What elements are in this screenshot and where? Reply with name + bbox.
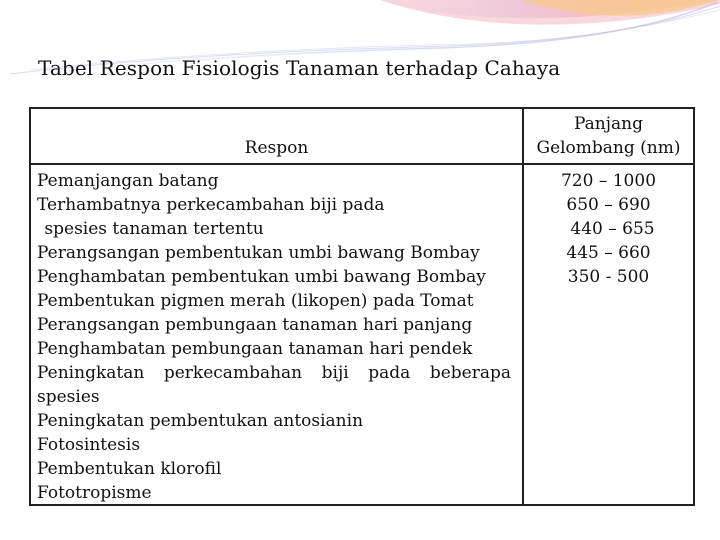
list-item: Penghambatan pembentukan umbi bawang Bombay — [37, 267, 486, 287]
list-item: Penghambatan pembungaan tanaman hari pendek — [37, 339, 473, 359]
wavelength-value: 650 – 690 — [566, 195, 651, 215]
header-respon: Respon — [244, 138, 309, 158]
list-item: Peningkatan pembentukan antosianin — [37, 411, 364, 431]
wavelength-value: 440 – 655 — [570, 219, 655, 239]
list-item: Pembentukan pigmen merah (likopen) pada Tomat — [37, 291, 474, 311]
list-item: Fotosintesis — [37, 435, 141, 455]
list-item: Fototropisme — [37, 483, 152, 503]
wavelength-value: 350 - 500 — [567, 267, 650, 287]
list-item: Peningkatan perkecambahan biji pada beberapa — [37, 363, 511, 383]
list-item: Terhambatnya perkecambahan biji pada — [37, 195, 385, 215]
list-item: Perangsangan pembentukan umbi bawang Bombay — [37, 243, 480, 263]
header-panjang-line1: Panjang — [574, 114, 643, 134]
wavelength-list — [524, 169, 693, 289]
list-item: spesies — [37, 387, 100, 407]
list-item: Pembentukan klorofil — [37, 459, 222, 479]
wavelength-value: 445 – 660 — [566, 243, 651, 263]
wavelength-value: 720 – 1000 — [560, 171, 657, 191]
decor-swoosh-main — [380, 0, 720, 25]
decor-swoosh-top — [360, 0, 720, 18]
header-panjang-line2: Gelombang (nm) — [536, 138, 681, 158]
respon-list — [37, 169, 511, 505]
list-item: Perangsangan pembungaan tanaman hari panjang — [37, 315, 473, 335]
page-title: Tabel Respon Fisiologis Tanaman terhadap Cahaya — [38, 56, 561, 80]
response-table — [29, 107, 695, 506]
decor-swoosh-orange — [520, 0, 720, 16]
list-item: spesies tanaman tertentu — [39, 219, 264, 239]
header-divider — [31, 163, 693, 165]
list-item: Pemanjangan batang — [37, 171, 219, 191]
header-panjang-gelombang — [524, 112, 693, 160]
